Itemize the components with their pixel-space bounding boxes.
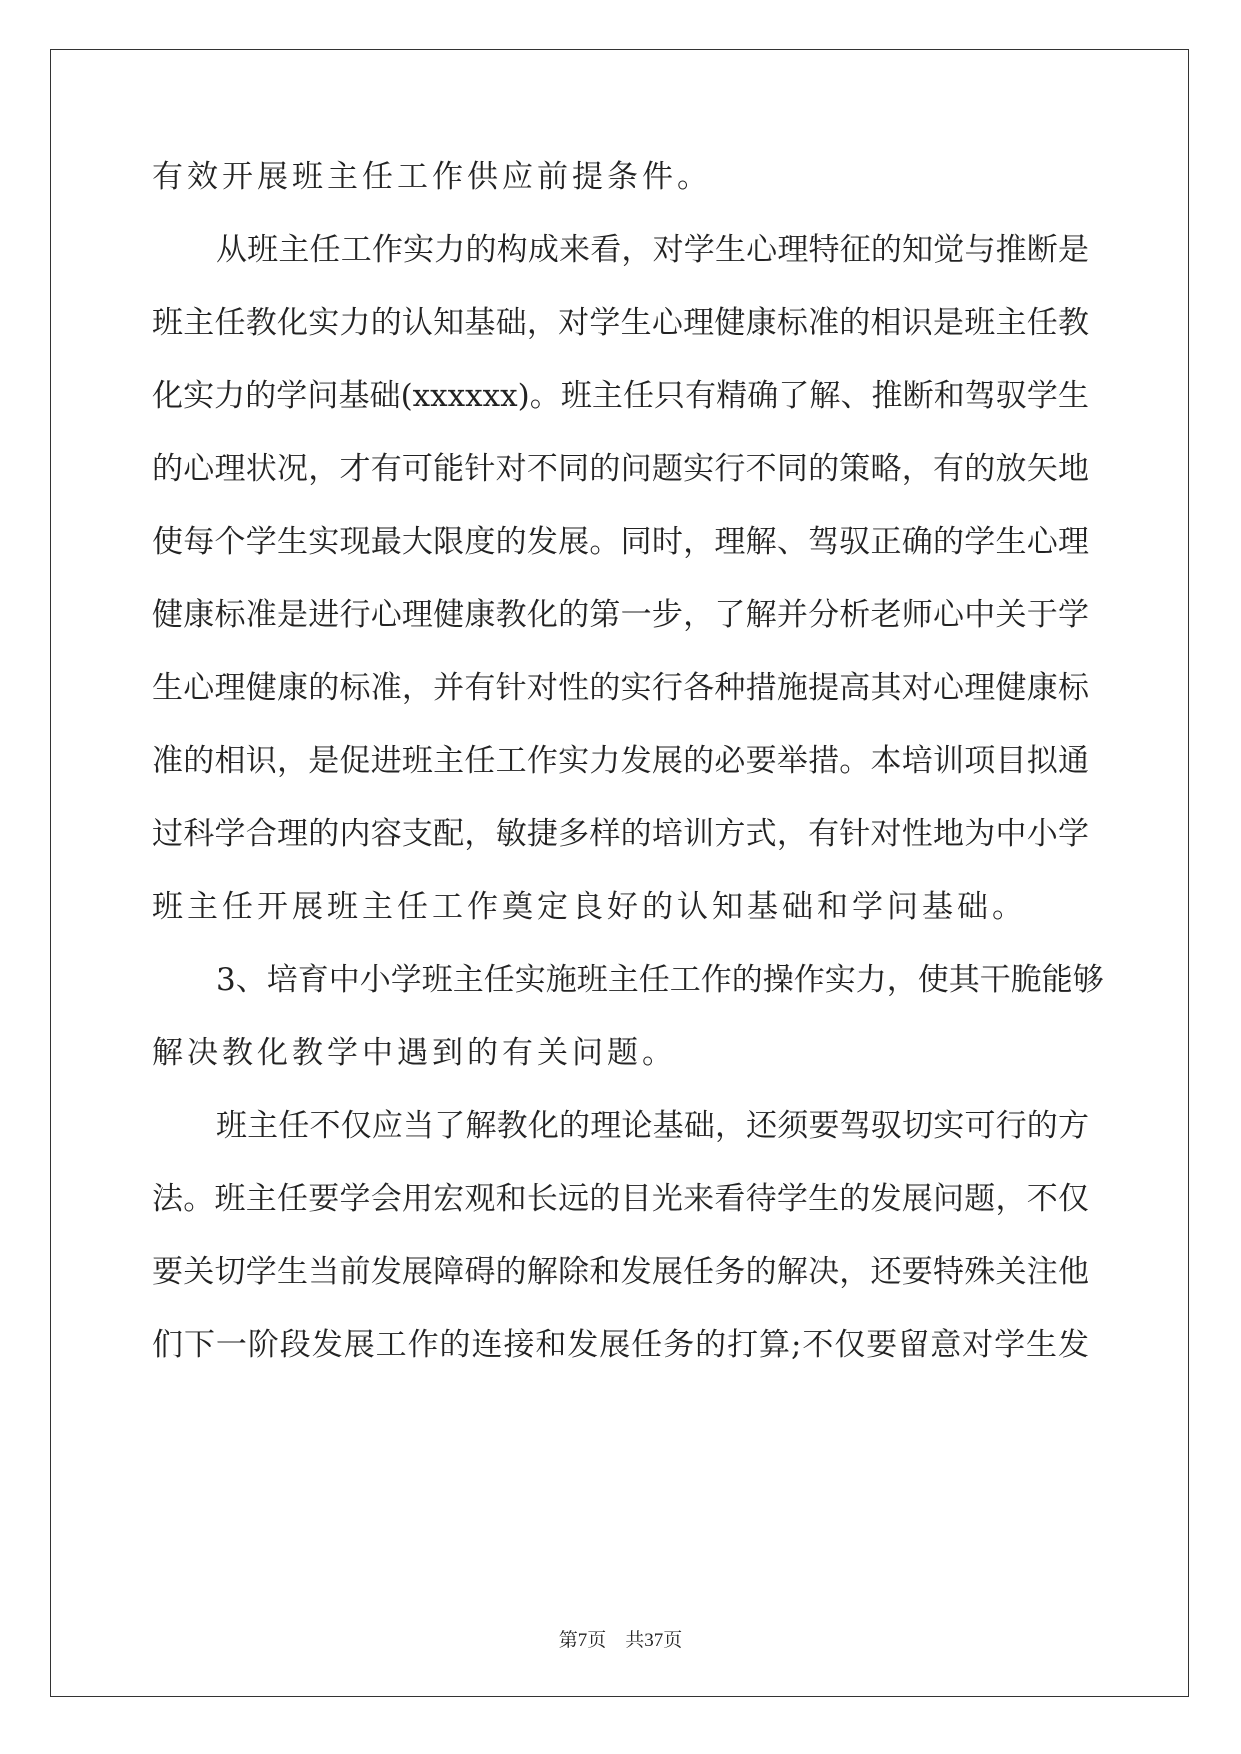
text-line: 班主任开展班主任工作奠定良好的认知基础和学问基础。 — [152, 889, 1027, 925]
text-line: 健康标准是进行心理健康教化的第一步，了解并分析老师心中关于学 — [152, 597, 1089, 633]
text-line: 化实力的学问基础(xxxxxx)。班主任只有精确了解、推断和驾驭学生 — [152, 378, 1089, 414]
text-line: 有效开展班主任工作供应前提条件。 — [152, 159, 712, 195]
page-footer — [0, 1629, 1241, 1653]
text-line: 要关切学生当前发展障碍的解除和发展任务的解决，还要特殊关注他 — [152, 1254, 1089, 1290]
text-line: 生心理健康的标准，并有针对性的实行各种措施提高其对心理健康标 — [152, 670, 1089, 706]
page-number: 第7页 — [558, 1630, 607, 1651]
text-line: 过科学合理的内容支配，敏捷多样的培训方式，有针对性地为中小学 — [152, 816, 1089, 852]
text-line: 从班主任工作实力的构成来看，对学生心理特征的知觉与推断是 — [216, 232, 1089, 268]
page-total: 共37页 — [625, 1630, 683, 1651]
text-line: 法。班主任要学会用宏观和长远的目光来看待学生的发展问题，不仅 — [152, 1181, 1089, 1217]
text-line: 班主任教化实力的认知基础，对学生心理健康标准的相识是班主任教 — [152, 305, 1089, 341]
text-line: 的心理状况，才有可能针对不同的问题实行不同的策略，有的放矢地 — [152, 451, 1089, 487]
text-line: 使每个学生实现最大限度的发展。同时，理解、驾驭正确的学生心理 — [152, 524, 1089, 560]
page-border — [50, 49, 1189, 1697]
text-line: 班主任不仅应当了解教化的理论基础，还须要驾驭切实可行的方 — [216, 1108, 1089, 1144]
text-line: 解决教化教学中遇到的有关问题。 — [152, 1035, 677, 1071]
text-line: 们下一阶段发展工作的连接和发展任务的打算;不仅要留意对学生发 — [152, 1327, 1089, 1363]
text-line: 3、培育中小学班主任实施班主任工作的操作实力，使其干脆能够 — [216, 962, 1104, 998]
text-line: 准的相识，是促进班主任工作实力发展的必要举措。本培训项目拟通 — [152, 743, 1089, 779]
